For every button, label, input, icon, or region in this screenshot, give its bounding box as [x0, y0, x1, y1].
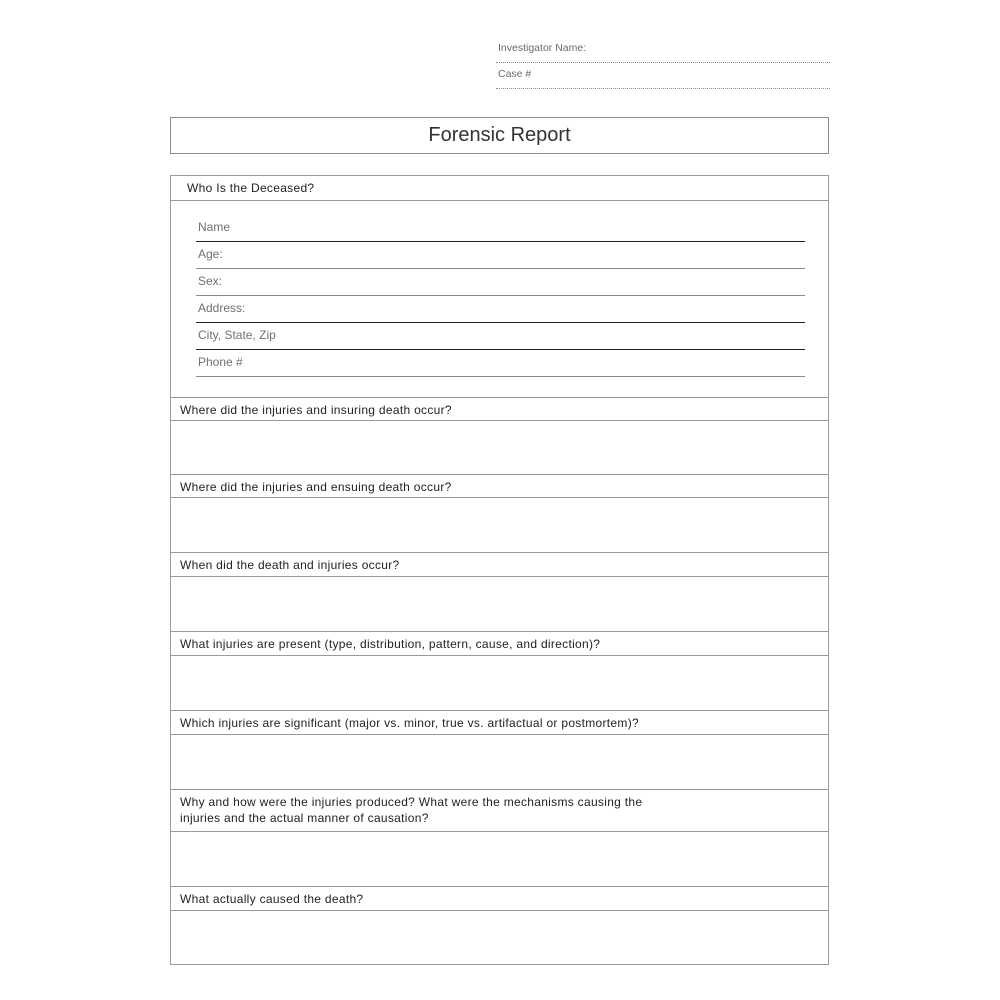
question-text: Where did the injuries and ensuing death occur? — [180, 480, 452, 494]
report-form — [170, 175, 829, 965]
phone-label: Phone # — [198, 355, 243, 369]
question-injuries-insuring-death-location — [171, 397, 828, 421]
phone-field[interactable] — [196, 349, 805, 377]
question-injury-mechanisms — [171, 789, 828, 832]
name-label: Name — [198, 220, 231, 234]
address-label: Address: — [198, 301, 246, 315]
question-significant-injuries — [171, 710, 828, 735]
question-time-of-death — [171, 552, 828, 577]
case-number-field[interactable] — [496, 63, 830, 89]
deceased-heading — [171, 176, 828, 201]
answer-area-1[interactable] — [171, 421, 828, 475]
answer-area-7[interactable] — [171, 911, 828, 964]
question-injuries-ensuing-death-location — [171, 474, 828, 498]
answer-area-3[interactable] — [171, 577, 828, 632]
name-field[interactable] — [196, 214, 805, 242]
question-text: What injuries are present (type, distribution, pattern, cause, and direction)? — [180, 637, 601, 651]
question-text: Where did the injuries and insuring death occur? — [180, 403, 452, 417]
question-text: When did the death and injuries occur? — [180, 558, 400, 572]
answer-area-6[interactable] — [171, 832, 828, 887]
question-injuries-present — [171, 631, 828, 656]
question-text: What actually caused the death? — [180, 892, 364, 906]
investigator-name-field[interactable] — [496, 37, 830, 63]
question-text-line-2: injuries and the actual manner of causation? — [180, 811, 429, 825]
answer-area-4[interactable] — [171, 656, 828, 711]
answer-area-2[interactable] — [171, 498, 828, 553]
deceased-heading-text: Who Is the Deceased? — [187, 181, 315, 195]
report-title: Forensic Report — [170, 117, 829, 154]
question-cause-of-death — [171, 886, 828, 911]
age-field[interactable] — [196, 241, 805, 269]
question-text-line-1: Why and how were the injuries produced? What were the mechanisms causing the — [180, 795, 643, 809]
case-number-label: Case # — [498, 68, 532, 80]
age-label: Age: — [198, 247, 223, 261]
city-state-zip-field[interactable] — [196, 322, 805, 350]
answer-area-5[interactable] — [171, 735, 828, 790]
investigator-name-label: Investigator Name: — [498, 42, 587, 54]
address-field[interactable] — [196, 295, 805, 323]
sex-field[interactable] — [196, 268, 805, 296]
city-state-zip-label: City, State, Zip — [198, 328, 276, 342]
question-text: Which injuries are significant (major vs. minor, true vs. artifactual or postmortem)? — [180, 716, 639, 730]
sex-label: Sex: — [198, 274, 223, 288]
